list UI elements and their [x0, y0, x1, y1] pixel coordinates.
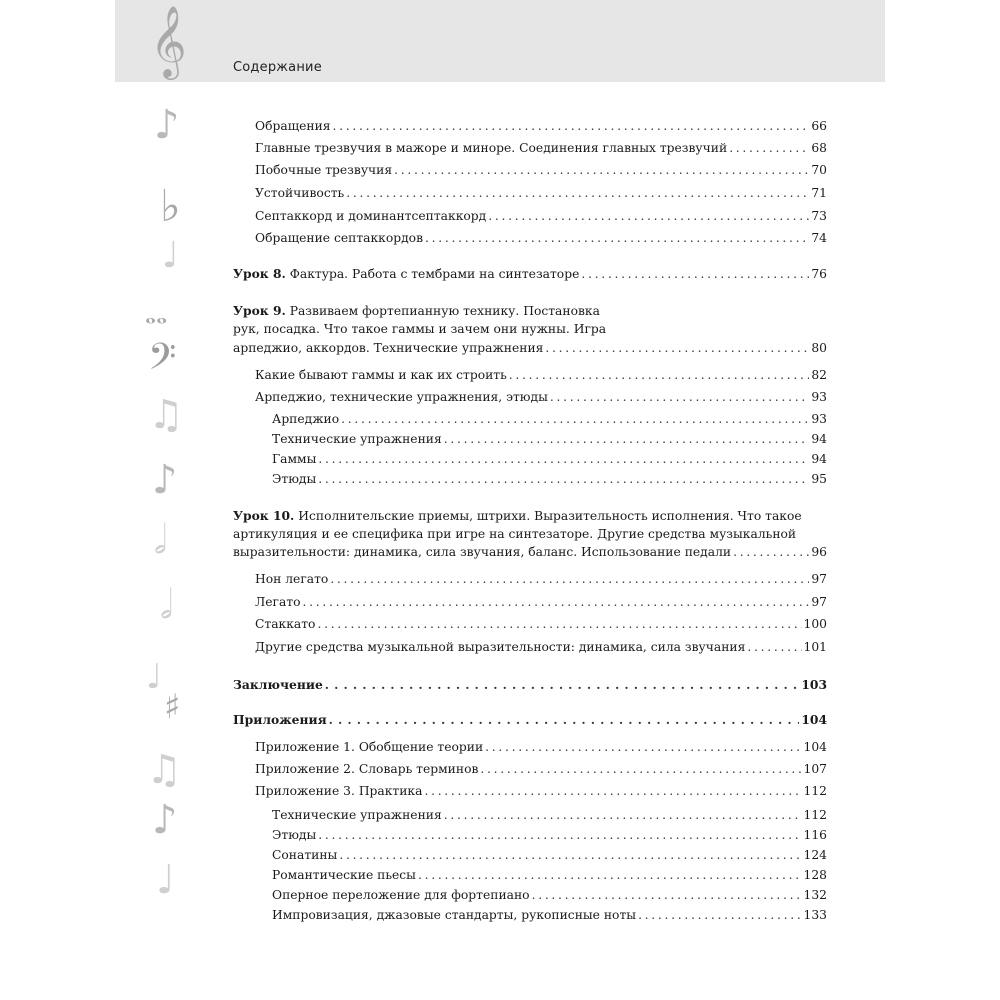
- toc-conclusion[interactable]: [233, 676, 827, 694]
- toc-entry-label: Главные трезвучия в мажоре и миноре. Соединения главных трезвучий: [255, 141, 728, 155]
- toc-entry-page: 73: [811, 209, 827, 223]
- toc-entry-page: 124: [803, 848, 827, 862]
- toc-entry-page: 116: [803, 828, 827, 842]
- toc-entry-label: Импровизация, джазовые стандарты, рукописные ноты: [272, 908, 637, 922]
- toc-lesson-8[interactable]: [233, 265, 827, 283]
- toc-entry-label: Приложение 1. Обобщение теории: [255, 740, 484, 754]
- toc-appendices[interactable]: [233, 711, 827, 729]
- toc-entry-label: Септаккорд и доминантсептаккорд: [255, 209, 487, 223]
- toc-entry-page: 104: [803, 740, 827, 754]
- toc-entry-page: 97: [811, 595, 827, 609]
- toc-subentry[interactable]: [272, 470, 827, 488]
- toc-subentry[interactable]: [272, 846, 827, 864]
- leader-dots: [333, 117, 810, 135]
- toc-entry-page: 132: [803, 888, 827, 902]
- leader-dots: [425, 229, 809, 247]
- toc-subentry[interactable]: [272, 826, 827, 844]
- toc-entry-label: Приложение 2. Словарь терминов: [255, 762, 479, 776]
- leader-dots: [444, 806, 802, 824]
- toc-entry-page: 94: [811, 432, 827, 446]
- leader-dots: [418, 866, 802, 884]
- toc-entry-page: 133: [803, 908, 827, 922]
- beamed-notes-icon: ♫: [146, 747, 182, 793]
- toc-entry-page: 94: [811, 452, 827, 466]
- quarter-note-icon: ♩: [162, 235, 179, 276]
- toc-lesson-9-line2: [233, 320, 827, 339]
- toc-subentry[interactable]: [272, 450, 827, 468]
- toc-entry[interactable]: [255, 782, 827, 800]
- toc-entry-page: 74: [811, 231, 827, 245]
- leader-dots: [318, 450, 809, 468]
- toc-entry-page: 76: [811, 267, 827, 281]
- toc-entry-label: Заключение: [233, 677, 323, 692]
- toc-entry[interactable]: [255, 615, 827, 633]
- toc-entry-page: 80: [811, 341, 827, 355]
- eighth-note-icon: ♪: [152, 797, 178, 843]
- leader-dots: [317, 615, 801, 633]
- toc-entry-label: Нон легато: [255, 572, 329, 586]
- toc-entry-page: 107: [803, 762, 827, 776]
- toc-entry-page: 104: [801, 712, 827, 727]
- toc-entry-label: Устойчивость: [255, 186, 345, 200]
- lesson-number: Урок 8.: [233, 266, 286, 281]
- toc-entry-page: 95: [811, 472, 827, 486]
- leader-dots: [330, 570, 809, 588]
- toc-entry-page: 70: [811, 163, 827, 177]
- leader-dots: [325, 676, 800, 694]
- leader-dots: [550, 388, 809, 406]
- toc-entry[interactable]: [255, 117, 827, 135]
- quarter-note-icon: ♩: [146, 657, 163, 697]
- leader-dots: [341, 410, 809, 428]
- toc-entry-label: Романтические пьесы: [272, 868, 416, 882]
- toc-lesson-9[interactable]: [233, 339, 827, 357]
- leader-dots: [488, 207, 809, 225]
- toc-entry-label: Этюды: [272, 828, 317, 842]
- toc-entry[interactable]: [255, 161, 827, 179]
- toc-entry[interactable]: [255, 638, 827, 656]
- leader-dots: [394, 161, 809, 179]
- toc-entry-page: 112: [803, 784, 827, 798]
- lesson-number: Урок 9.: [233, 303, 286, 318]
- half-note-icon: 𝅗𝅥: [160, 582, 173, 628]
- toc-entry[interactable]: [255, 366, 827, 384]
- toc-entry-page: 93: [811, 390, 827, 404]
- leader-dots: [318, 470, 809, 488]
- toc-entry-label: Побочные трезвучия: [255, 163, 393, 177]
- bass-clef-icon: 𝄢: [148, 336, 177, 387]
- leader-dots: [346, 184, 809, 202]
- toc-entry-label: Обращение септаккордов: [255, 231, 424, 245]
- toc-entry-label: Другие средства музыкальной выразительности: динамика, сила звучания: [255, 640, 746, 654]
- lesson-title-line: арпеджио, аккордов. Технические упражнения: [233, 341, 544, 355]
- toc-entry-page: 66: [811, 119, 827, 133]
- toc-lesson-10-line2: [233, 525, 827, 544]
- leader-dots: [424, 782, 801, 800]
- toc-entry-label: Легато: [255, 595, 301, 609]
- leader-dots: [581, 265, 809, 283]
- toc-entry-label: Обращения: [255, 119, 331, 133]
- toc-entry-page: 101: [803, 640, 827, 654]
- lesson-title-line: артикуляция и ее специфика при игре на синтезаторе. Другие средства музыкальной: [233, 527, 797, 541]
- toc-entry-label: Приложение 3. Практика: [255, 784, 423, 798]
- lesson-number: Урок 10.: [233, 508, 295, 523]
- toc-entry-page: 93: [811, 412, 827, 426]
- sharp-icon: ♯: [164, 687, 181, 727]
- toc-entry[interactable]: [255, 388, 827, 406]
- lesson-title-line: Развиваем фортепианную технику. Постановка: [289, 304, 600, 318]
- leader-dots: [339, 846, 801, 864]
- toc-entry-page: 96: [811, 545, 827, 559]
- toc-entry-page: 100: [803, 617, 827, 631]
- whole-notes-icon: 𝅝𝅝: [145, 297, 168, 330]
- toc-lesson-9-line1[interactable]: [233, 302, 827, 321]
- toc-entry-label: Сонатины: [272, 848, 338, 862]
- toc-entry-label: Гаммы: [272, 452, 317, 466]
- toc-entry[interactable]: [255, 760, 827, 778]
- toc-entry[interactable]: [255, 570, 827, 588]
- toc-entry-page: 82: [811, 368, 827, 382]
- beamed-notes-icon: ♫: [148, 392, 184, 438]
- leader-dots: [318, 826, 801, 844]
- lesson-title-line: выразительности: динамика, сила звучания, баланс. Использование педали: [233, 545, 732, 559]
- toc-entry[interactable]: [255, 229, 827, 247]
- toc-lesson-10[interactable]: [233, 543, 827, 561]
- toc-subentry[interactable]: [272, 866, 827, 884]
- page-header-title: Содержание: [233, 60, 322, 75]
- lesson-title-line: рук, посадка. Что такое гаммы и зачем они нужны. Игра: [233, 322, 607, 336]
- lesson-title: Фактура. Работа с тембрами на синтезаторе: [289, 267, 580, 281]
- toc-entry[interactable]: [255, 184, 827, 202]
- leader-dots: [485, 738, 801, 756]
- toc-entry[interactable]: [255, 738, 827, 756]
- toc-subentry[interactable]: [272, 806, 827, 824]
- toc-entry-label: Арпеджио: [272, 412, 340, 426]
- leader-dots: [729, 139, 809, 157]
- toc-entry-page: 68: [811, 141, 827, 155]
- toc-entry-page: 112: [803, 808, 827, 822]
- toc-subentry[interactable]: [272, 410, 827, 428]
- eighth-note-icon: ♪: [152, 457, 178, 503]
- leader-dots: [545, 339, 809, 357]
- toc-entry-label: Технические упражнения: [272, 808, 442, 822]
- toc-entry[interactable]: [255, 139, 827, 157]
- toc-entry-label: Технические упражнения: [272, 432, 442, 446]
- leader-dots: [329, 711, 800, 729]
- leader-dots: [532, 886, 802, 904]
- leader-dots: [747, 638, 801, 656]
- toc-entry-label: Приложения: [233, 712, 327, 727]
- eighth-note-icon: ♪: [154, 102, 180, 148]
- header-band: [115, 0, 885, 82]
- leader-dots: [733, 543, 809, 561]
- leader-dots: [480, 760, 801, 778]
- toc-lesson-8-label: [233, 265, 579, 283]
- toc-subentry[interactable]: [272, 906, 827, 924]
- quarter-note-icon: ♩: [156, 857, 175, 903]
- toc-lesson-10-line1[interactable]: [233, 507, 827, 526]
- toc-subentry[interactable]: [272, 430, 827, 448]
- leader-dots: [638, 906, 801, 924]
- toc-entry[interactable]: [255, 207, 827, 225]
- flat-icon: ♭: [160, 181, 181, 232]
- leader-dots: [444, 430, 810, 448]
- toc-entry-label: Оперное переложение для фортепиано: [272, 888, 530, 902]
- leader-dots: [509, 366, 810, 384]
- toc-entry-page: 71: [811, 186, 827, 200]
- toc-entry-page: 128: [803, 868, 827, 882]
- toc-subentry[interactable]: [272, 886, 827, 904]
- lesson-title-line: Исполнительские приемы, штрихи. Выразительность исполнения. Что такое: [298, 509, 802, 523]
- toc-entry-label: Этюды: [272, 472, 317, 486]
- toc-entry-page: 103: [801, 677, 827, 692]
- toc-entry-page: 97: [811, 572, 827, 586]
- half-note-icon: 𝅗𝅥: [154, 517, 167, 563]
- leader-dots: [303, 593, 810, 611]
- toc-entry-label: Какие бывают гаммы и как их строить: [255, 368, 507, 382]
- toc-entry[interactable]: [255, 593, 827, 611]
- music-decoration-strip: [140, 0, 200, 1000]
- toc-entry-label: Стаккато: [255, 617, 316, 631]
- treble-clef-icon: 𝄞: [150, 4, 187, 77]
- toc-entry-label: Арпеджио, технические упражнения, этюды: [255, 390, 548, 404]
